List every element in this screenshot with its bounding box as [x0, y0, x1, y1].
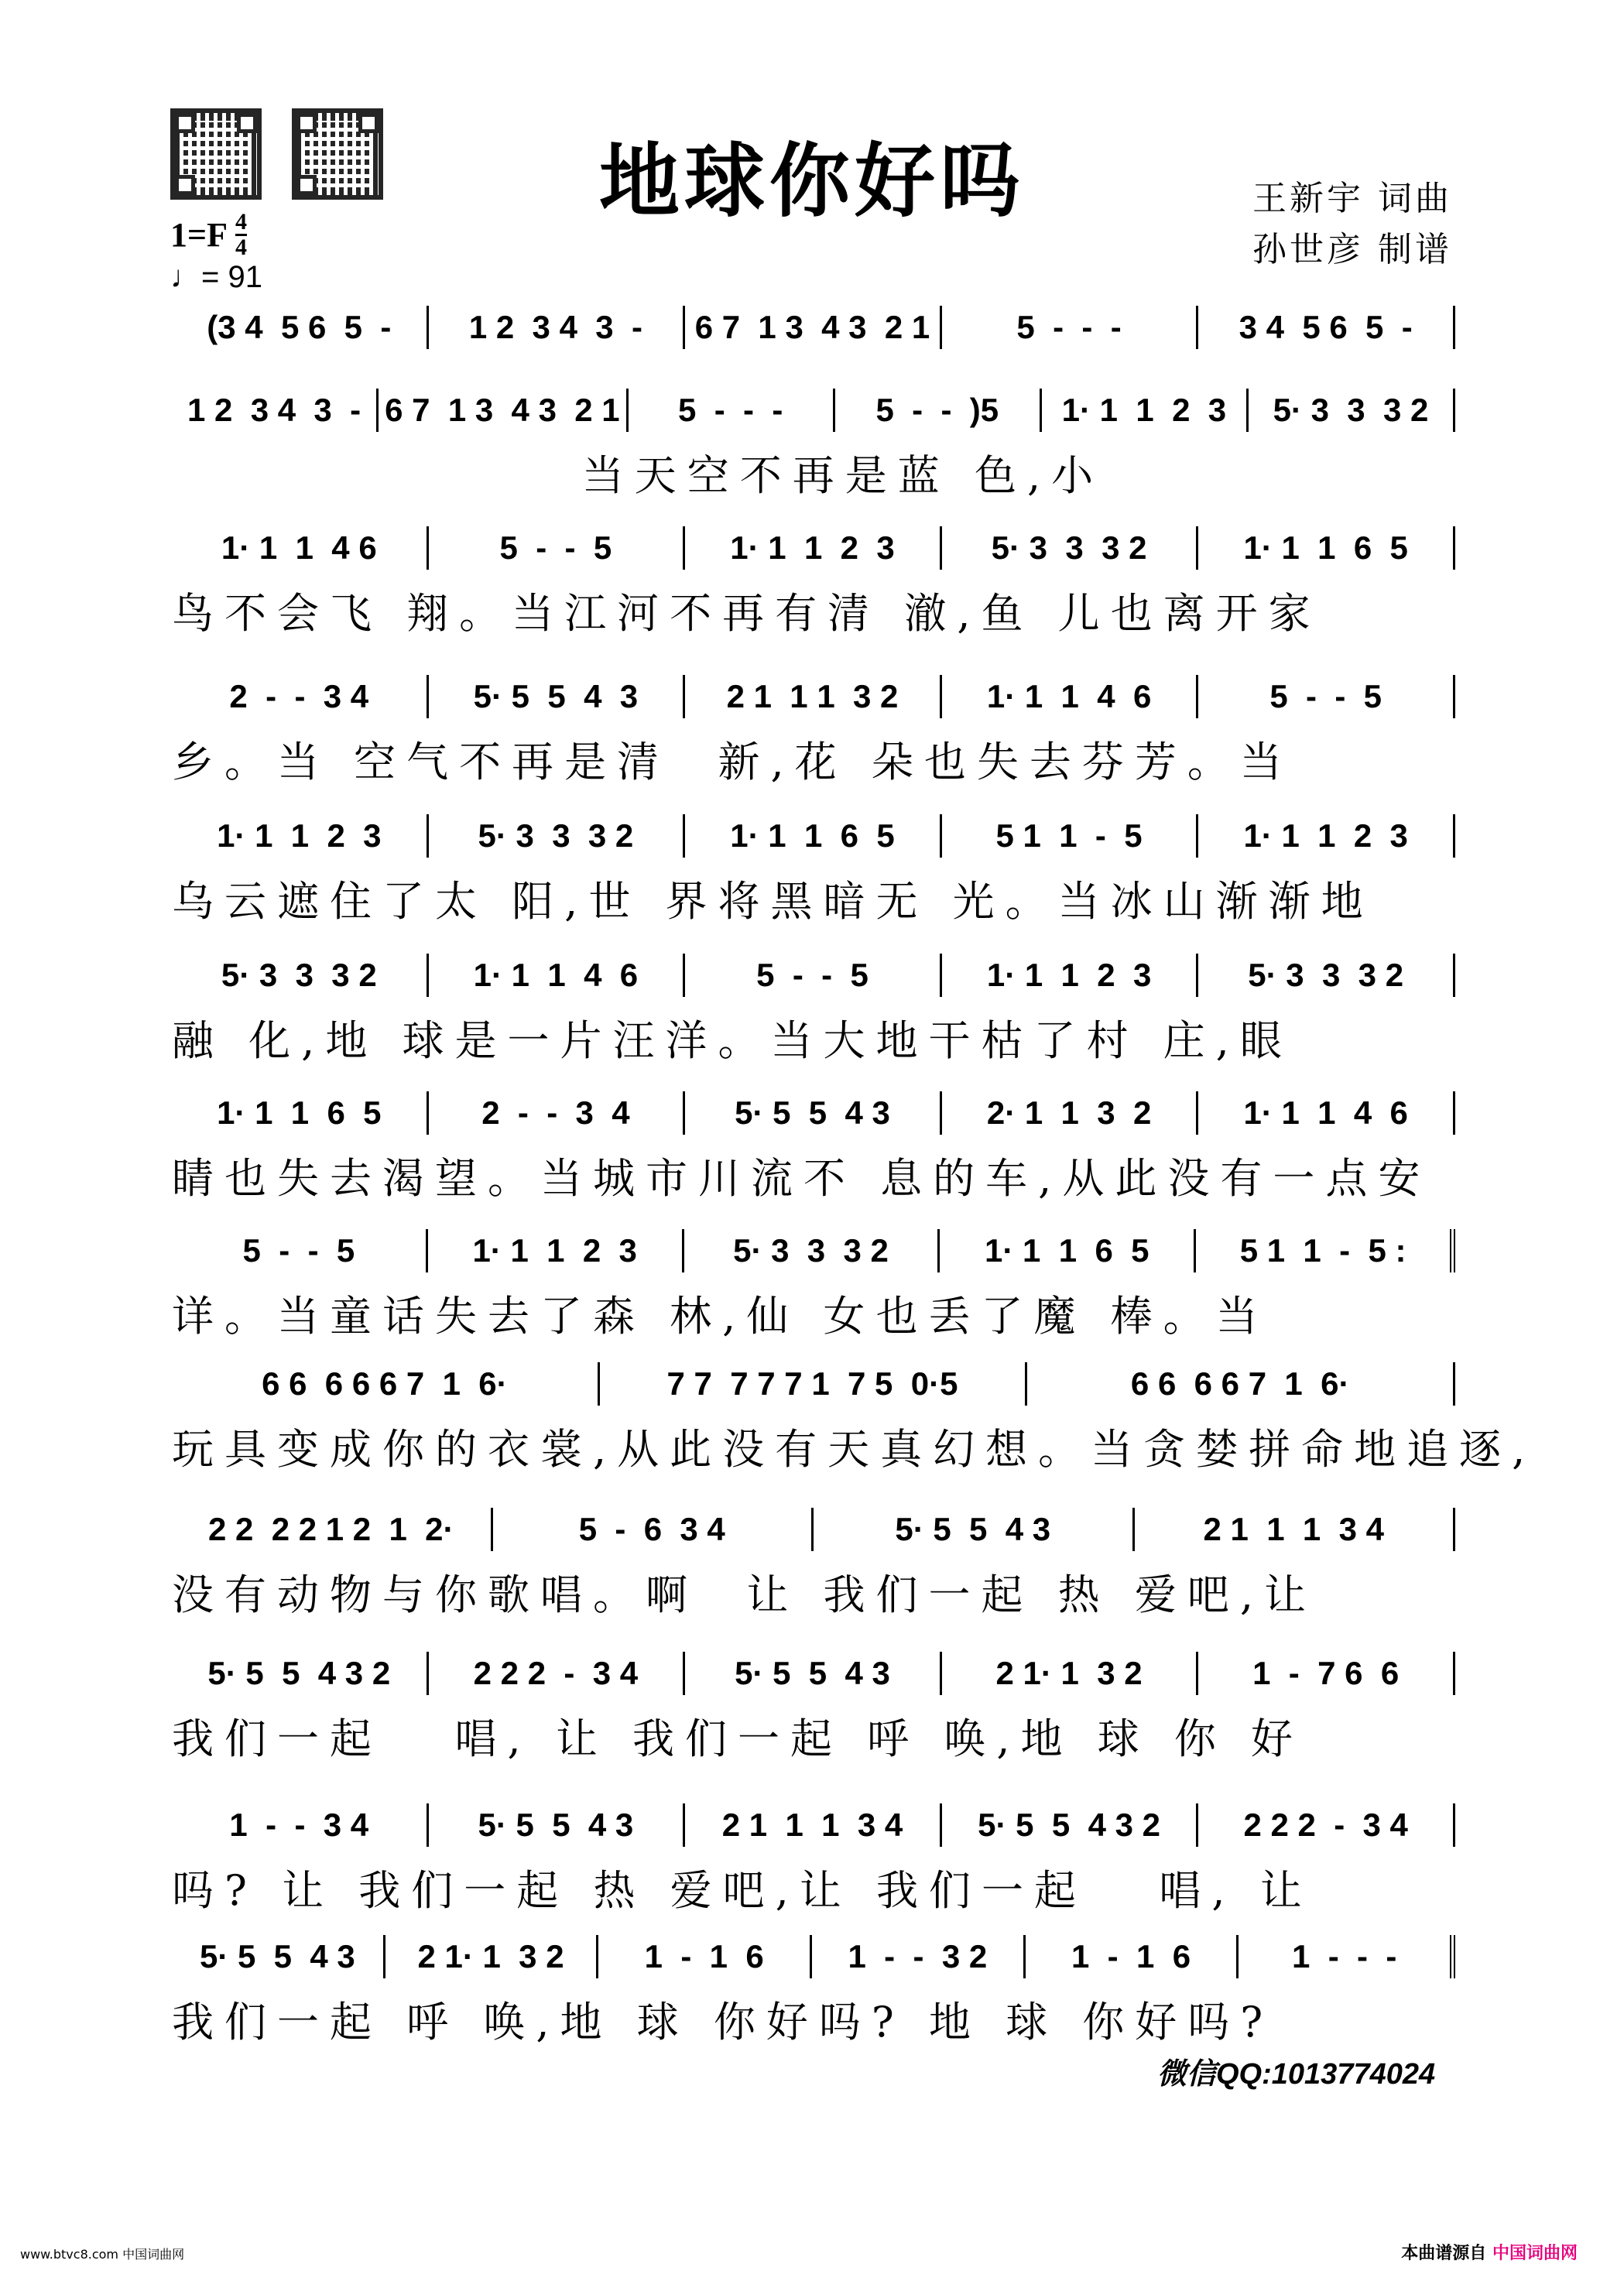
footer-source: [1401, 2240, 1578, 2264]
measure: 2 - - 3 4: [429, 1091, 686, 1135]
notes-row: [172, 1229, 1455, 1272]
measure: 5 - - 5: [172, 1229, 428, 1272]
measure: 5 1 1 - 5: [942, 814, 1199, 858]
measure: 2 - - 3 4: [172, 675, 429, 718]
lyric-line: 玩具变成你的衣裳,从此没有天真幻想。当贪婪拼命地追逐,: [172, 1425, 1537, 1474]
measure: 2 2 2 2 1 2 1 2·: [172, 1508, 493, 1551]
measure: 2 2 2 - 3 4: [1198, 1803, 1455, 1847]
measure: 1· 1 1 6 5: [172, 1091, 429, 1135]
notes-row: [172, 814, 1455, 858]
notes-row: [172, 1652, 1455, 1695]
measure: 2 1 1 1 3 4: [1135, 1508, 1456, 1551]
measure: 2 2 2 - 3 4: [429, 1652, 686, 1695]
key-signature: [170, 211, 247, 259]
measure: 5 - - 5: [1198, 675, 1455, 718]
measure: 7 7 7 7 7 1 7 5 0·5: [600, 1362, 1028, 1406]
measure: (3 4 5 6 5 -: [172, 306, 429, 349]
measure: 5· 5 5 4 3: [685, 1091, 942, 1135]
measure: 3 4 5 6 5 -: [1198, 306, 1455, 349]
measure: 5· 5 5 4 3 2: [942, 1803, 1199, 1847]
measure: 5 - 6 3 4: [493, 1508, 814, 1551]
staff-system: [172, 1652, 1455, 1763]
measure: 2 1· 1 3 2: [385, 1935, 599, 1978]
staff-system: [172, 954, 1455, 1065]
contact-info: 微信QQ:1013774024: [1157, 2058, 1436, 2091]
tempo-marking: ♩= 91: [170, 260, 262, 294]
notes-row: [172, 675, 1455, 718]
time-top: 4: [235, 209, 247, 235]
measure: 6 7 1 3 4 3 2 1: [379, 389, 629, 432]
measure: 1· 1 1 6 5: [1198, 526, 1455, 570]
measure: 1· 1 1 4 6: [942, 675, 1199, 718]
notes-row: [172, 1935, 1455, 1978]
notes-row: [172, 306, 1455, 349]
measure: 6 7 1 3 4 3 2 1: [685, 306, 942, 349]
staff-system: [172, 814, 1455, 926]
lyric-line: 乡。当 空气不再是清 新,花 朵也失去芬芳。当: [172, 738, 1293, 786]
lyric-line: 吗? 让 我们一起 热 爱吧,让 我们一起 唱, 让: [172, 1866, 1313, 1915]
staff-system: [172, 389, 1455, 500]
lyric-line: 没有动物与你歌唱。啊 让 我们一起 热 爱吧,让: [172, 1570, 1317, 1619]
measure: 2 1· 1 3 2: [942, 1652, 1199, 1695]
staff-system: [172, 526, 1455, 638]
staff-system: [172, 1935, 1455, 2046]
measure: 1· 1 1 4 6: [1198, 1091, 1455, 1135]
lyric-line: 我们一起 呼 唤,地 球 你好吗? 地 球 你好吗?: [172, 1998, 1274, 2046]
notes-row: [172, 1091, 1455, 1135]
measure: 5· 3 3 3 2: [942, 526, 1199, 570]
measure: 6 6 6 6 6 7 1 6·: [172, 1362, 600, 1406]
measure: 1 - 1 6: [598, 1935, 812, 1978]
staff-system: [172, 1229, 1455, 1341]
measure: 5· 5 5 4 3: [814, 1508, 1135, 1551]
measure: 1 - - 3 4: [172, 1803, 429, 1847]
staff-system: [172, 1091, 1455, 1203]
notes-row: [172, 389, 1455, 432]
staff-system: [172, 306, 1455, 349]
lyric-line: 我们一起 唱, 让 我们一起 呼 唤,地 球 你 好: [172, 1714, 1304, 1763]
measure: 1 2 3 4 3 -: [172, 389, 379, 432]
measure: 1· 1 1 2 3: [428, 1229, 684, 1272]
lyric-line: 睛也失去渴望。当城市川流不 息的车,从此没有一点安: [172, 1154, 1431, 1203]
measure: 1· 1 1 2 3: [685, 526, 942, 570]
time-signature: [235, 211, 247, 259]
measure: 5 - - -: [942, 306, 1199, 349]
source-site: 中国词曲网: [1492, 2244, 1578, 2263]
staff-system: [172, 675, 1455, 786]
measure: 5· 3 3 3 2: [1198, 954, 1455, 997]
measure: 2 1 1 1 3 2: [685, 675, 942, 718]
measure: 1· 1 1 6 5: [685, 814, 942, 858]
notes-row: [172, 1362, 1455, 1406]
measure: 1· 1 1 4 6: [429, 954, 686, 997]
measure: 2 1 1 1 3 4: [685, 1803, 942, 1847]
measure: 5 - - )5: [835, 389, 1042, 432]
measure: 1· 1 1 2 3: [942, 954, 1199, 997]
notes-row: [172, 526, 1455, 570]
song-title: 地球你好吗: [598, 133, 1025, 228]
lyric-line: 详。当童话失去了森 林,仙 女也丢了魔 棒。当: [172, 1292, 1269, 1341]
lyric-line: 鸟不会飞 翔。当江河不再有清 澈,鱼 儿也离开家: [172, 589, 1321, 638]
measure: 5· 5 5 4 3: [429, 675, 686, 718]
measure: 5 1 1 - 5 :: [1196, 1229, 1455, 1272]
lyric-line: 当天空不再是蓝 色,小: [172, 451, 1105, 500]
footer-left: www.btvc8.com 中国词曲网: [20, 2247, 185, 2262]
measure: 5 - - 5: [685, 954, 942, 997]
measure: 5 - - 5: [429, 526, 686, 570]
measure: 5· 3 3 3 2: [172, 954, 429, 997]
measure: 1· 1 1 6 5: [940, 1229, 1196, 1272]
measure: 5 - - -: [629, 389, 835, 432]
measure: 1· 1 1 2 3: [1042, 389, 1249, 432]
measure: 1 - - 3 2: [812, 1935, 1026, 1978]
notes-row: [172, 1508, 1455, 1551]
key-label: 1=F: [170, 216, 228, 254]
measure: 1· 1 1 4 6: [172, 526, 429, 570]
lyric-line: 乌云遮住了太 阳,世 界将黑暗无 光。当冰山渐渐地: [172, 877, 1374, 926]
measure: 1 - 7 6 6: [1198, 1652, 1455, 1695]
notes-row: [172, 954, 1455, 997]
measure: 5· 5 5 4 3 2: [172, 1652, 429, 1695]
measure: 6 6 6 6 7 1 6·: [1027, 1362, 1455, 1406]
transcriber: 孙世彦 制谱: [1252, 230, 1452, 269]
measure: 5· 5 5 4 3: [172, 1935, 385, 1978]
measure: 5· 3 3 3 2: [1249, 389, 1455, 432]
measure: 5· 5 5 4 3: [429, 1803, 686, 1847]
staff-system: [172, 1803, 1455, 1915]
lyricist-composer: 王新宇 词曲: [1252, 179, 1452, 218]
measure: 1 2 3 4 3 -: [429, 306, 686, 349]
measure: 1 - - -: [1239, 1935, 1455, 1978]
lyric-line: 融 化,地 球是一片汪洋。当大地干枯了村 庄,眼: [172, 1016, 1293, 1065]
measure: 5· 5 5 4 3: [685, 1652, 942, 1695]
source-label: 本曲谱源自: [1401, 2244, 1487, 2263]
measure: 1 - 1 6: [1026, 1935, 1239, 1978]
measure: 5· 3 3 3 2: [684, 1229, 940, 1272]
measure: 5· 3 3 3 2: [429, 814, 686, 858]
measure: 1· 1 1 2 3: [1198, 814, 1455, 858]
measure: 1· 1 1 2 3: [172, 814, 429, 858]
notes-row: [172, 1803, 1455, 1847]
staff-system: [172, 1508, 1455, 1619]
staff-system: [172, 1362, 1537, 1474]
time-bottom: 4: [235, 235, 247, 260]
measure: 2· 1 1 3 2: [942, 1091, 1199, 1135]
